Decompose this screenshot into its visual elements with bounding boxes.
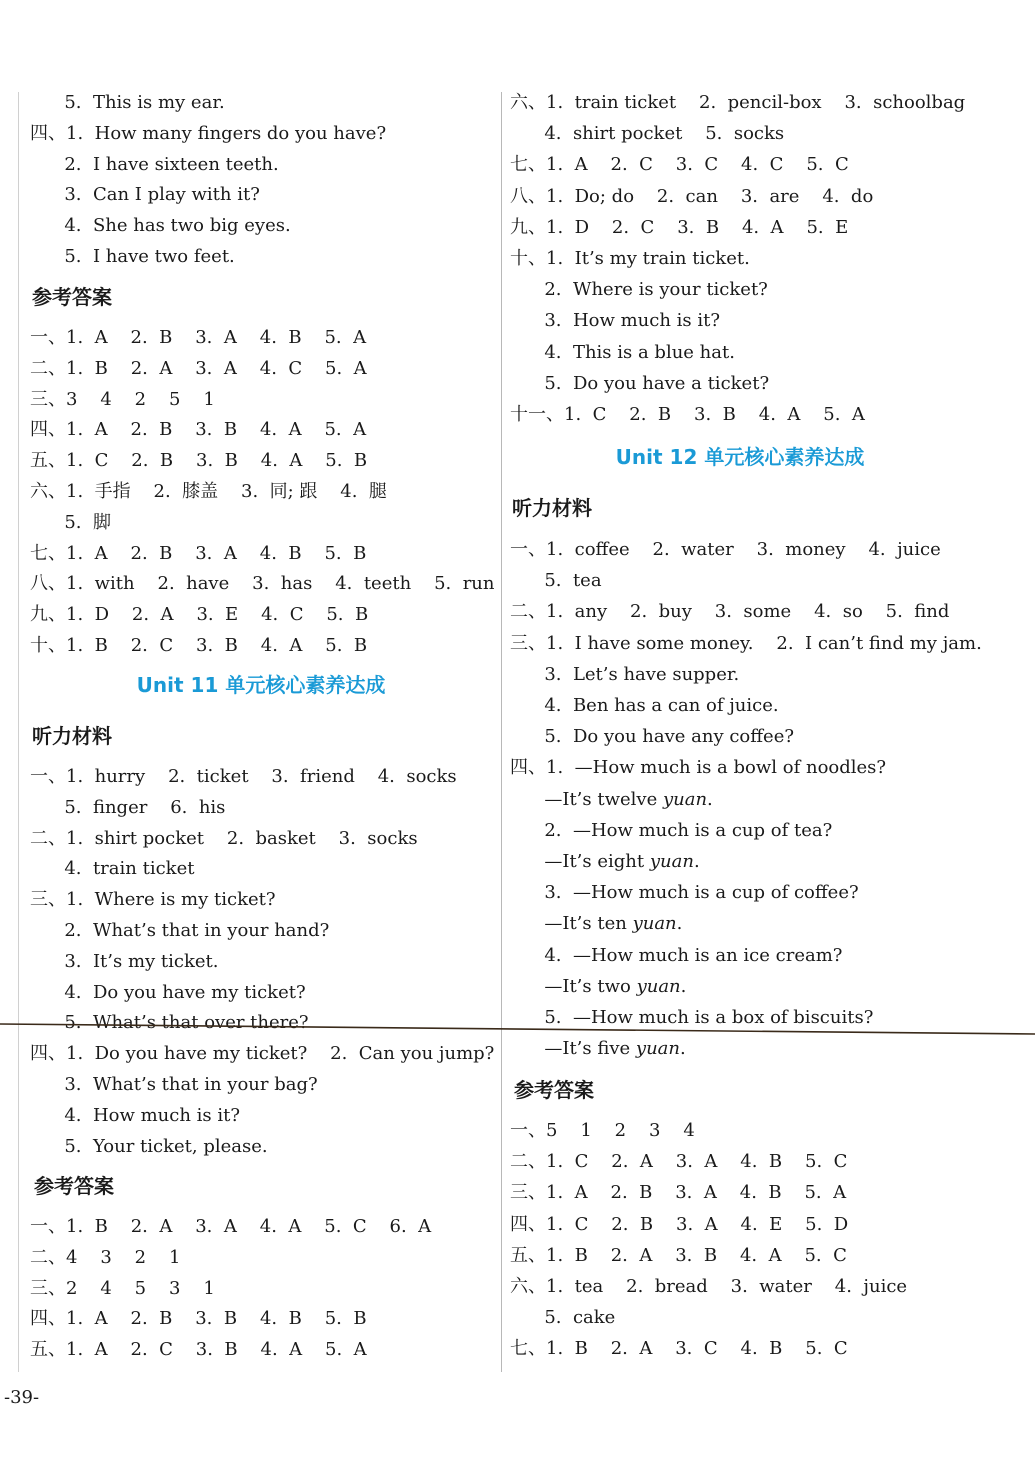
scan-line [0,1020,1035,1036]
answer-line: 5. What’s that over there? [30,1012,309,1034]
answer-line: 5. Your ticket, please. [30,1135,268,1157]
answer-line: 3. How much is it? [510,310,721,332]
answer-line: 3. It’s my ticket. [30,950,219,972]
answer-line: 四、1. How many fingers do you have? [30,122,387,144]
answer-line: —It’s twelve yuan. [510,788,713,810]
answer-line: 4. shirt pocket 5. socks [510,123,785,145]
page-number: -39- [4,1387,40,1408]
answer-line: 3. Can I play with it? [30,184,260,206]
answer-line: 二、1. shirt pocket 2. basket 3. socks [30,827,418,849]
answer-line: 二、1. B 2. A 3. A 4. C 5. A [30,357,367,379]
answer-line: 5. Do you have a ticket? [510,372,770,394]
answer-line: 一、1. B 2. A 3. A 4. A 5. C 6. A [30,1216,432,1237]
answer-line: 5. —How much is a box of biscuits? [510,1007,874,1028]
answer-line: 4. train ticket [30,858,195,880]
answer-line: 三、3 4 2 5 1 [30,388,215,410]
answer-line: 十、1. B 2. C 3. B 4. A 5. B [30,635,368,656]
answer-line: 五、1. A 2. C 3. B 4. A 5. A [30,1339,367,1361]
answer-line: 四、1. C 2. B 3. A 4. E 5. D [510,1213,849,1235]
answer-line: 三、1. Where is my ticket? [30,889,276,911]
answer-line: —It’s eight yuan. [510,851,700,872]
answer-line: —It’s two yuan. [510,975,687,997]
answer-key-heading: 参考答案 [32,285,112,309]
answer-line: 二、1. C 2. A 3. A 4. B 5. C [510,1151,848,1173]
column-divider [501,92,502,1372]
answer-line: 四、1. Do you have my ticket? 2. Can you jump? [30,1043,495,1065]
answer-line: 4. Do you have my ticket? [30,981,306,1003]
answer-line: 5. I have two feet. [30,246,235,267]
answer-line: 4. How much is it? [30,1104,241,1126]
answer-line: 六、1. train ticket 2. pencil-box 3. schoolbag [510,92,966,113]
answer-line: 五、1. C 2. B 3. B 4. A 5. B [30,450,368,472]
answer-key-heading: 参考答案 [514,1078,594,1102]
answer-line: 5. tea [510,570,602,592]
answer-key-heading: 参考答案 [34,1174,114,1198]
listening-material-heading: 听力材料 [512,496,592,520]
answer-line: 一、5 1 2 3 4 [510,1120,695,1141]
answer-line: 2. Where is your ticket? [510,279,768,301]
answer-line: 六、1. tea 2. bread 3. water 4. juice [510,1276,908,1297]
answer-line: 5. cake [510,1307,616,1329]
answer-line: 4. Ben has a can of juice. [510,695,779,716]
answer-line: 一、1. A 2. B 3. A 4. B 5. A [30,327,367,348]
unit-11-title: Unit 11 单元核心素养达成 [136,673,386,697]
answer-line: 3. What’s that in your bag? [30,1074,318,1095]
answer-line: 七、1. A 2. C 3. C 4. C 5. C [510,154,849,176]
answer-line: 四、1. A 2. B 3. B 4. A 5. A [30,419,367,441]
answer-line: 4. —How much is an ice cream? [510,944,843,966]
left-margin-rule [18,92,19,1372]
answer-line: 2. —How much is a cup of tea? [510,819,833,841]
answer-line: 5. This is my ear. [30,92,225,113]
unit-12-title: Unit 12 单元核心素养达成 [615,445,865,469]
answer-line: 4. This is a blue hat. [510,341,735,363]
answer-line: 三、1. I have some money. 2. I can’t find my jam. [510,632,982,654]
answer-line: 四、1. —How much is a bowl of noodles? [510,757,887,779]
answer-line: 四、1. A 2. B 3. B 4. B 5. B [30,1308,367,1330]
answer-line: 5. finger 6. his [30,796,226,818]
answer-line: 六、1. 手指 2. 膝盖 3. 同; 跟 4. 腿 [30,481,387,502]
answer-line: —It’s five yuan. [510,1038,686,1060]
answer-line: 5. 脚 [30,511,111,533]
answer-line: 九、1. D 2. A 3. E 4. C 5. B [30,604,369,626]
answer-line: 五、1. B 2. A 3. B 4. A 5. C [510,1244,847,1266]
answer-line: 一、1. hurry 2. ticket 3. friend 4. socks [30,766,457,787]
listening-material-heading: 听力材料 [32,724,112,748]
answer-line: 3. —How much is a cup of coffee? [510,882,859,904]
answer-line: 九、1. D 2. C 3. B 4. A 5. E [510,216,849,238]
answer-line: 七、1. A 2. B 3. A 4. B 5. B [30,542,367,564]
answer-line: 二、1. any 2. buy 3. some 4. so 5. find [510,601,950,623]
answer-line: 八、1. with 2. have 3. has 4. teeth 5. run [30,573,495,595]
answer-line: 5. Do you have any coffee? [510,726,795,748]
answer-line: 三、1. A 2. B 3. A 4. B 5. A [510,1182,847,1204]
answer-line: 二、4 3 2 1 [30,1246,181,1268]
answer-line: 3. Let’s have supper. [510,663,740,685]
answer-line: 2. What’s that in your hand? [30,920,330,941]
answer-line: 十、1. It’s my train ticket. [510,248,750,269]
answer-line: 八、1. Do; do 2. can 3. are 4. do [510,185,874,207]
answer-line: 一、1. coffee 2. water 3. money 4. juice [510,539,941,560]
answer-line: 七、1. B 2. A 3. C 4. B 5. C [510,1338,848,1360]
answer-line: 2. I have sixteen teeth. [30,153,279,175]
answer-line: 十一、1. C 2. B 3. B 4. A 5. A [510,404,865,425]
answer-line: 4. She has two big eyes. [30,215,291,237]
answer-line: —It’s ten yuan. [510,913,683,935]
answer-line: 三、2 4 5 3 1 [30,1277,215,1299]
